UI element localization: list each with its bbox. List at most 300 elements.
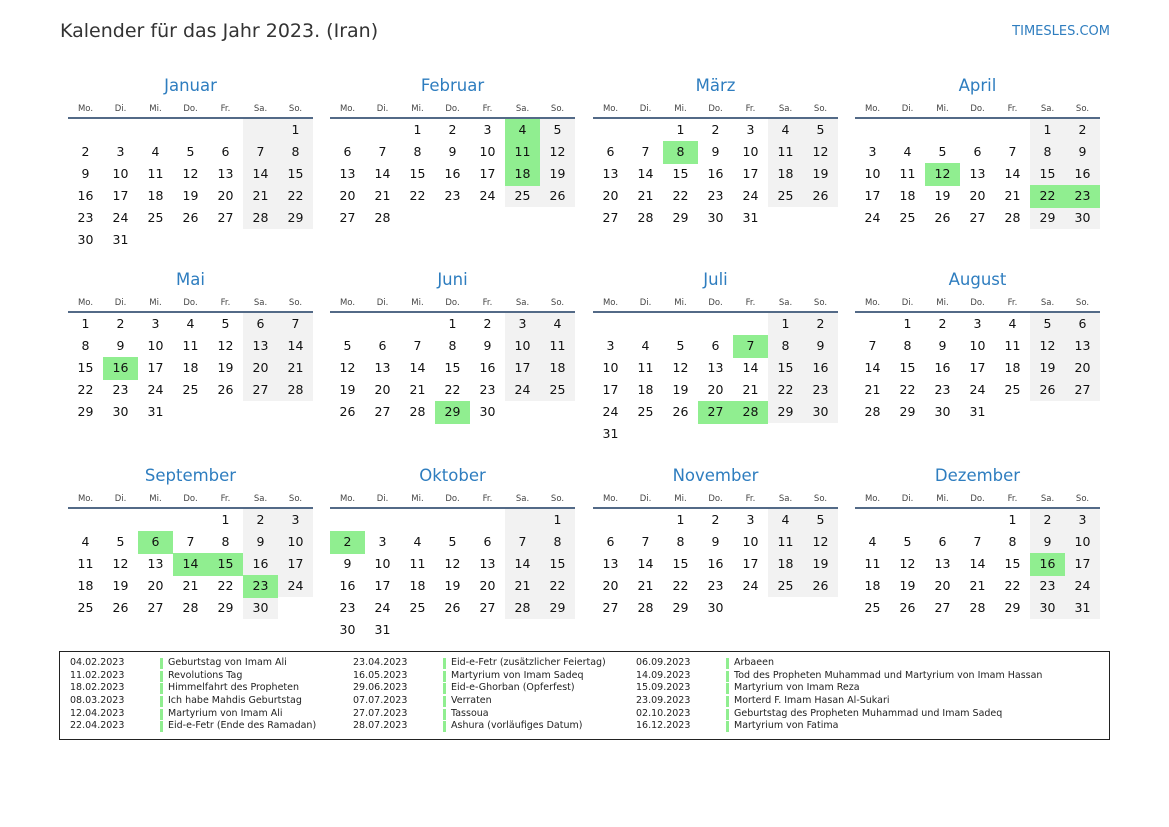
day-cell: 7: [378, 144, 387, 159]
weekday-label: Fr.: [482, 298, 493, 308]
holiday-marker: [160, 721, 163, 732]
day-cell: 9: [816, 338, 825, 353]
day-cell: 3: [606, 338, 615, 353]
month-name: März: [695, 76, 736, 95]
day-cell: 7: [256, 144, 265, 159]
day-cell: 2: [343, 534, 352, 549]
day-cell: 7: [186, 534, 195, 549]
holiday-marker: [443, 658, 446, 669]
holiday-name: Himmelfahrt des Propheten: [168, 682, 300, 694]
day-cell: 7: [413, 338, 422, 353]
day-cell: 12: [444, 556, 461, 571]
weekday-label: Mi.: [674, 104, 687, 114]
day-cell: 6: [606, 534, 615, 549]
day-cell: 18: [864, 578, 881, 593]
holiday-name: Ashura (vorläufiges Datum): [451, 720, 583, 732]
day-cell: 1: [291, 122, 300, 137]
day-cell: 16: [707, 166, 724, 181]
day-cell: 11: [899, 166, 916, 181]
day-cell: 5: [816, 122, 825, 137]
weekday-label: So.: [1075, 104, 1090, 114]
weekday-label: Mo.: [77, 298, 94, 308]
day-cell: 10: [1074, 534, 1091, 549]
site-link[interactable]: TIMESLES.COM: [1012, 24, 1110, 39]
day-cell: 17: [147, 360, 164, 375]
day-cell: 28: [969, 600, 986, 615]
day-cell: 24: [1074, 578, 1091, 593]
day-cell: 17: [742, 166, 759, 181]
month-6: [330, 270, 575, 460]
month-1: [68, 76, 313, 266]
day-cell: 21: [969, 578, 986, 593]
day-cell: 27: [252, 382, 269, 397]
holiday-name: Eid-e-Fetr (Ende des Ramadan): [168, 720, 317, 732]
holiday-date: 28.07.2023: [353, 720, 408, 732]
day-cell: 25: [409, 600, 426, 615]
day-cell: 28: [287, 382, 304, 397]
month-name: September: [144, 466, 237, 485]
weekday-label: Fr.: [482, 494, 493, 504]
day-cell: 4: [781, 122, 790, 137]
day-cell: 17: [374, 578, 391, 593]
holiday-date: 23.09.2023: [636, 695, 691, 707]
day-cell: 9: [1043, 534, 1052, 549]
day-cell: 28: [252, 210, 269, 225]
day-cell: 25: [514, 188, 531, 203]
day-cell: 27: [1074, 382, 1091, 397]
day-cell: 29: [777, 404, 794, 419]
weekday-label: Sa.: [515, 494, 530, 504]
weekday-label: Di.: [901, 298, 914, 308]
day-cell: 27: [374, 404, 391, 419]
day-cell: 26: [934, 210, 951, 225]
day-cell: 29: [899, 404, 916, 419]
day-cell: 23: [1074, 188, 1091, 203]
weekday-label: Sa.: [515, 104, 530, 114]
day-cell: 20: [217, 188, 234, 203]
holiday-marker: [726, 709, 729, 720]
day-cell: 22: [77, 382, 94, 397]
day-cell: 11: [409, 556, 426, 571]
day-cell: 24: [514, 382, 531, 397]
day-cell: 6: [711, 338, 720, 353]
day-cell: 4: [641, 338, 650, 353]
weekday-label: Do.: [970, 104, 985, 114]
month-name: Mai: [176, 270, 205, 289]
day-cell: 14: [182, 556, 199, 571]
day-cell: 27: [707, 404, 724, 419]
weekday-label: Mi.: [411, 494, 424, 504]
weekday-label: Fr.: [1007, 104, 1018, 114]
day-cell: 8: [221, 534, 230, 549]
day-cell: 9: [711, 534, 720, 549]
weekday-label: Mi.: [674, 494, 687, 504]
holiday-name: Verraten: [451, 695, 492, 707]
weekday-label: Sa.: [1040, 104, 1055, 114]
day-cell: 10: [374, 556, 391, 571]
day-cell: 25: [1004, 382, 1021, 397]
day-cell: 9: [116, 338, 125, 353]
day-cell: 27: [147, 600, 164, 615]
weekday-label: Mi.: [936, 494, 949, 504]
day-cell: 7: [746, 338, 755, 353]
weekday-label: Do.: [183, 298, 198, 308]
day-cell: 21: [742, 382, 759, 397]
day-cell: 16: [1039, 556, 1056, 571]
day-cell: 17: [1074, 556, 1091, 571]
month-8: [855, 270, 1100, 460]
day-cell: 3: [518, 316, 527, 331]
day-cell: 8: [1043, 144, 1052, 159]
day-cell: 6: [483, 534, 492, 549]
day-cell: 2: [1043, 512, 1052, 527]
day-cell: 5: [938, 144, 947, 159]
day-cell: 3: [116, 144, 125, 159]
day-cell: 4: [781, 512, 790, 527]
day-cell: 14: [514, 556, 531, 571]
day-cell: 3: [483, 122, 492, 137]
day-cell: 1: [781, 316, 790, 331]
day-cell: 30: [1039, 600, 1056, 615]
month-4: [855, 76, 1100, 266]
day-cell: 19: [549, 166, 566, 181]
holiday-list: [59, 651, 1110, 740]
day-cell: 21: [287, 360, 304, 375]
day-cell: 11: [182, 338, 199, 353]
holiday-marker: [443, 709, 446, 720]
day-cell: 30: [112, 404, 129, 419]
day-cell: 27: [969, 210, 986, 225]
day-cell: 6: [606, 144, 615, 159]
day-cell: 4: [413, 534, 422, 549]
weekday-label: Mo.: [864, 494, 881, 504]
day-cell: 23: [707, 188, 724, 203]
day-cell: 4: [81, 534, 90, 549]
holiday-date: 16.12.2023: [636, 720, 691, 732]
holiday-name: Eid-e-Fetr (zusätzlicher Feiertag): [451, 657, 606, 668]
holiday-marker: [160, 683, 163, 694]
day-cell: 14: [252, 166, 269, 181]
month-name: Dezember: [934, 466, 1021, 485]
weekday-label: Mo.: [339, 104, 356, 114]
weekday-label: Do.: [970, 298, 985, 308]
day-cell: 16: [934, 360, 951, 375]
weekday-label: Do.: [708, 298, 723, 308]
weekday-label: Di.: [114, 104, 127, 114]
day-cell: 3: [973, 316, 982, 331]
day-cell: 20: [602, 188, 619, 203]
day-cell: 26: [812, 578, 829, 593]
holiday-marker: [726, 658, 729, 669]
day-cell: 19: [339, 382, 356, 397]
weekday-label: So.: [1075, 494, 1090, 504]
day-cell: 18: [182, 360, 199, 375]
day-cell: 5: [448, 534, 457, 549]
weekday-label: Di.: [901, 494, 914, 504]
day-cell: 10: [514, 338, 531, 353]
day-cell: 29: [672, 210, 689, 225]
day-cell: 22: [287, 188, 304, 203]
day-cell: 13: [707, 360, 724, 375]
day-cell: 23: [444, 188, 461, 203]
month-name: Juli: [703, 270, 728, 289]
day-cell: 8: [448, 338, 457, 353]
holiday-marker: [443, 721, 446, 732]
day-cell: 9: [483, 338, 492, 353]
month-11: [593, 466, 838, 656]
weekday-label: Mi.: [149, 104, 162, 114]
day-cell: 13: [479, 556, 496, 571]
weekday-label: Di.: [376, 104, 389, 114]
day-cell: 30: [252, 600, 269, 615]
holiday-date: 07.07.2023: [353, 695, 408, 707]
day-cell: 11: [147, 166, 164, 181]
weekday-label: Do.: [708, 494, 723, 504]
day-cell: 6: [151, 534, 160, 549]
day-cell: 15: [1004, 556, 1021, 571]
day-cell: 30: [707, 210, 724, 225]
day-cell: 16: [444, 166, 461, 181]
day-cell: 5: [816, 512, 825, 527]
holiday-marker: [443, 696, 446, 707]
day-cell: 1: [676, 122, 685, 137]
day-cell: 28: [1004, 210, 1021, 225]
day-cell: 29: [217, 600, 234, 615]
day-cell: 26: [672, 404, 689, 419]
day-cell: 2: [116, 316, 125, 331]
day-cell: 2: [816, 316, 825, 331]
holiday-date: 29.06.2023: [353, 682, 408, 694]
day-cell: 31: [112, 232, 129, 247]
holiday-marker: [443, 683, 446, 694]
day-cell: 15: [1039, 166, 1056, 181]
day-cell: 31: [147, 404, 164, 419]
day-cell: 21: [1004, 188, 1021, 203]
day-cell: 11: [514, 144, 531, 159]
day-cell: 22: [672, 578, 689, 593]
day-cell: 9: [1078, 144, 1087, 159]
page-title: Kalender für das Jahr 2023. (Iran): [60, 20, 379, 42]
holiday-name: Tassoua: [451, 707, 489, 719]
day-cell: 24: [742, 188, 759, 203]
day-cell: 8: [291, 144, 300, 159]
day-cell: 12: [672, 360, 689, 375]
day-cell: 19: [812, 556, 829, 571]
day-cell: 3: [291, 512, 300, 527]
day-cell: 2: [448, 122, 457, 137]
day-cell: 4: [186, 316, 195, 331]
day-cell: 4: [518, 122, 527, 137]
weekday-label: Do.: [708, 104, 723, 114]
day-cell: 24: [479, 188, 496, 203]
day-cell: 7: [641, 144, 650, 159]
day-cell: 14: [409, 360, 426, 375]
holiday-name: Martyrium von Imam Reza: [734, 682, 860, 694]
day-cell: 4: [868, 534, 877, 549]
holiday-date: 18.02.2023: [70, 682, 125, 694]
day-cell: 24: [602, 404, 619, 419]
day-cell: 11: [777, 534, 794, 549]
weekday-label: Fr.: [745, 298, 756, 308]
weekday-label: Sa.: [515, 298, 530, 308]
day-cell: 15: [549, 556, 566, 571]
month-9: [68, 466, 313, 656]
weekday-label: So.: [813, 298, 828, 308]
day-cell: 15: [287, 166, 304, 181]
day-cell: 30: [77, 232, 94, 247]
weekday-label: Di.: [376, 298, 389, 308]
holiday-marker: [160, 658, 163, 669]
day-cell: 10: [112, 166, 129, 181]
day-cell: 19: [1039, 360, 1056, 375]
day-cell: 13: [252, 338, 269, 353]
holiday-marker: [443, 671, 446, 682]
day-cell: 22: [1004, 578, 1021, 593]
day-cell: 28: [742, 404, 759, 419]
day-cell: 12: [217, 338, 234, 353]
weekday-label: Mo.: [77, 104, 94, 114]
weekday-label: Di.: [114, 494, 127, 504]
day-cell: 21: [637, 578, 654, 593]
weekday-label: Di.: [639, 494, 652, 504]
day-cell: 20: [479, 578, 496, 593]
day-cell: 4: [553, 316, 562, 331]
weekday-label: Sa.: [1040, 298, 1055, 308]
day-cell: 30: [339, 622, 356, 637]
day-cell: 7: [973, 534, 982, 549]
holiday-date: 27.07.2023: [353, 707, 408, 719]
holiday-marker: [160, 709, 163, 720]
day-cell: 30: [812, 404, 829, 419]
day-cell: 19: [112, 578, 129, 593]
weekday-label: Do.: [445, 298, 460, 308]
day-cell: 13: [1074, 338, 1091, 353]
weekday-label: Di.: [376, 494, 389, 504]
weekday-label: Mi.: [936, 298, 949, 308]
day-cell: 25: [864, 600, 881, 615]
day-cell: 25: [182, 382, 199, 397]
day-cell: 3: [746, 512, 755, 527]
weekday-label: Sa.: [253, 298, 268, 308]
day-cell: 13: [602, 166, 619, 181]
day-cell: 22: [672, 188, 689, 203]
day-cell: 24: [742, 578, 759, 593]
day-cell: 8: [413, 144, 422, 159]
day-cell: 25: [549, 382, 566, 397]
day-cell: 14: [637, 166, 654, 181]
day-cell: 10: [864, 166, 881, 181]
day-cell: 3: [378, 534, 387, 549]
day-cell: 9: [448, 144, 457, 159]
weekday-label: Di.: [639, 298, 652, 308]
day-cell: 10: [602, 360, 619, 375]
day-cell: 27: [339, 210, 356, 225]
weekday-label: Mi.: [936, 104, 949, 114]
day-cell: 16: [479, 360, 496, 375]
weekday-label: Di.: [901, 104, 914, 114]
day-cell: 18: [1004, 360, 1021, 375]
day-cell: 20: [339, 188, 356, 203]
day-cell: 19: [812, 166, 829, 181]
day-cell: 6: [256, 316, 265, 331]
day-cell: 26: [339, 404, 356, 419]
weekday-label: Mo.: [339, 494, 356, 504]
day-cell: 17: [864, 188, 881, 203]
day-cell: 6: [221, 144, 230, 159]
month-name: Juni: [437, 270, 468, 289]
day-cell: 2: [81, 144, 90, 159]
day-cell: 19: [672, 382, 689, 397]
day-cell: 12: [339, 360, 356, 375]
holiday-marker: [726, 671, 729, 682]
day-cell: 11: [549, 338, 566, 353]
day-cell: 18: [77, 578, 94, 593]
holiday-name: Martyrium von Fatima: [734, 720, 839, 732]
day-cell: 30: [1074, 210, 1091, 225]
day-cell: 28: [374, 210, 391, 225]
holiday-date: 02.10.2023: [636, 707, 691, 719]
day-cell: 27: [602, 210, 619, 225]
day-cell: 25: [899, 210, 916, 225]
day-cell: 10: [147, 338, 164, 353]
day-cell: 27: [602, 600, 619, 615]
day-cell: 20: [969, 188, 986, 203]
weekday-label: Mi.: [674, 298, 687, 308]
day-cell: 29: [444, 404, 461, 419]
month-name: April: [958, 76, 997, 95]
day-cell: 3: [151, 316, 160, 331]
day-cell: 7: [291, 316, 300, 331]
weekday-label: Fr.: [220, 104, 231, 114]
day-cell: 7: [1008, 144, 1017, 159]
day-cell: 5: [676, 338, 685, 353]
weekday-label: Do.: [183, 494, 198, 504]
day-cell: 26: [899, 600, 916, 615]
weekday-label: So.: [813, 104, 828, 114]
weekday-label: Do.: [445, 494, 460, 504]
weekday-label: Di.: [639, 104, 652, 114]
day-cell: 18: [147, 188, 164, 203]
day-cell: 8: [676, 534, 685, 549]
day-cell: 14: [969, 556, 986, 571]
holiday-date: 22.04.2023: [70, 720, 125, 732]
day-cell: 26: [444, 600, 461, 615]
day-cell: 30: [479, 404, 496, 419]
day-cell: 18: [777, 166, 794, 181]
day-cell: 2: [938, 316, 947, 331]
day-cell: 20: [252, 360, 269, 375]
day-cell: 1: [1008, 512, 1017, 527]
day-cell: 8: [781, 338, 790, 353]
month-10: [330, 466, 575, 656]
holiday-date: 06.09.2023: [636, 657, 691, 668]
day-cell: 28: [514, 600, 531, 615]
day-cell: 3: [746, 122, 755, 137]
day-cell: 20: [707, 382, 724, 397]
day-cell: 25: [637, 404, 654, 419]
day-cell: 25: [77, 600, 94, 615]
day-cell: 1: [221, 512, 230, 527]
day-cell: 12: [934, 166, 951, 181]
day-cell: 26: [1039, 382, 1056, 397]
day-cell: 27: [217, 210, 234, 225]
day-cell: 14: [637, 556, 654, 571]
day-cell: 31: [1074, 600, 1091, 615]
day-cell: 10: [969, 338, 986, 353]
day-cell: 21: [374, 188, 391, 203]
day-cell: 29: [549, 600, 566, 615]
day-cell: 25: [777, 578, 794, 593]
